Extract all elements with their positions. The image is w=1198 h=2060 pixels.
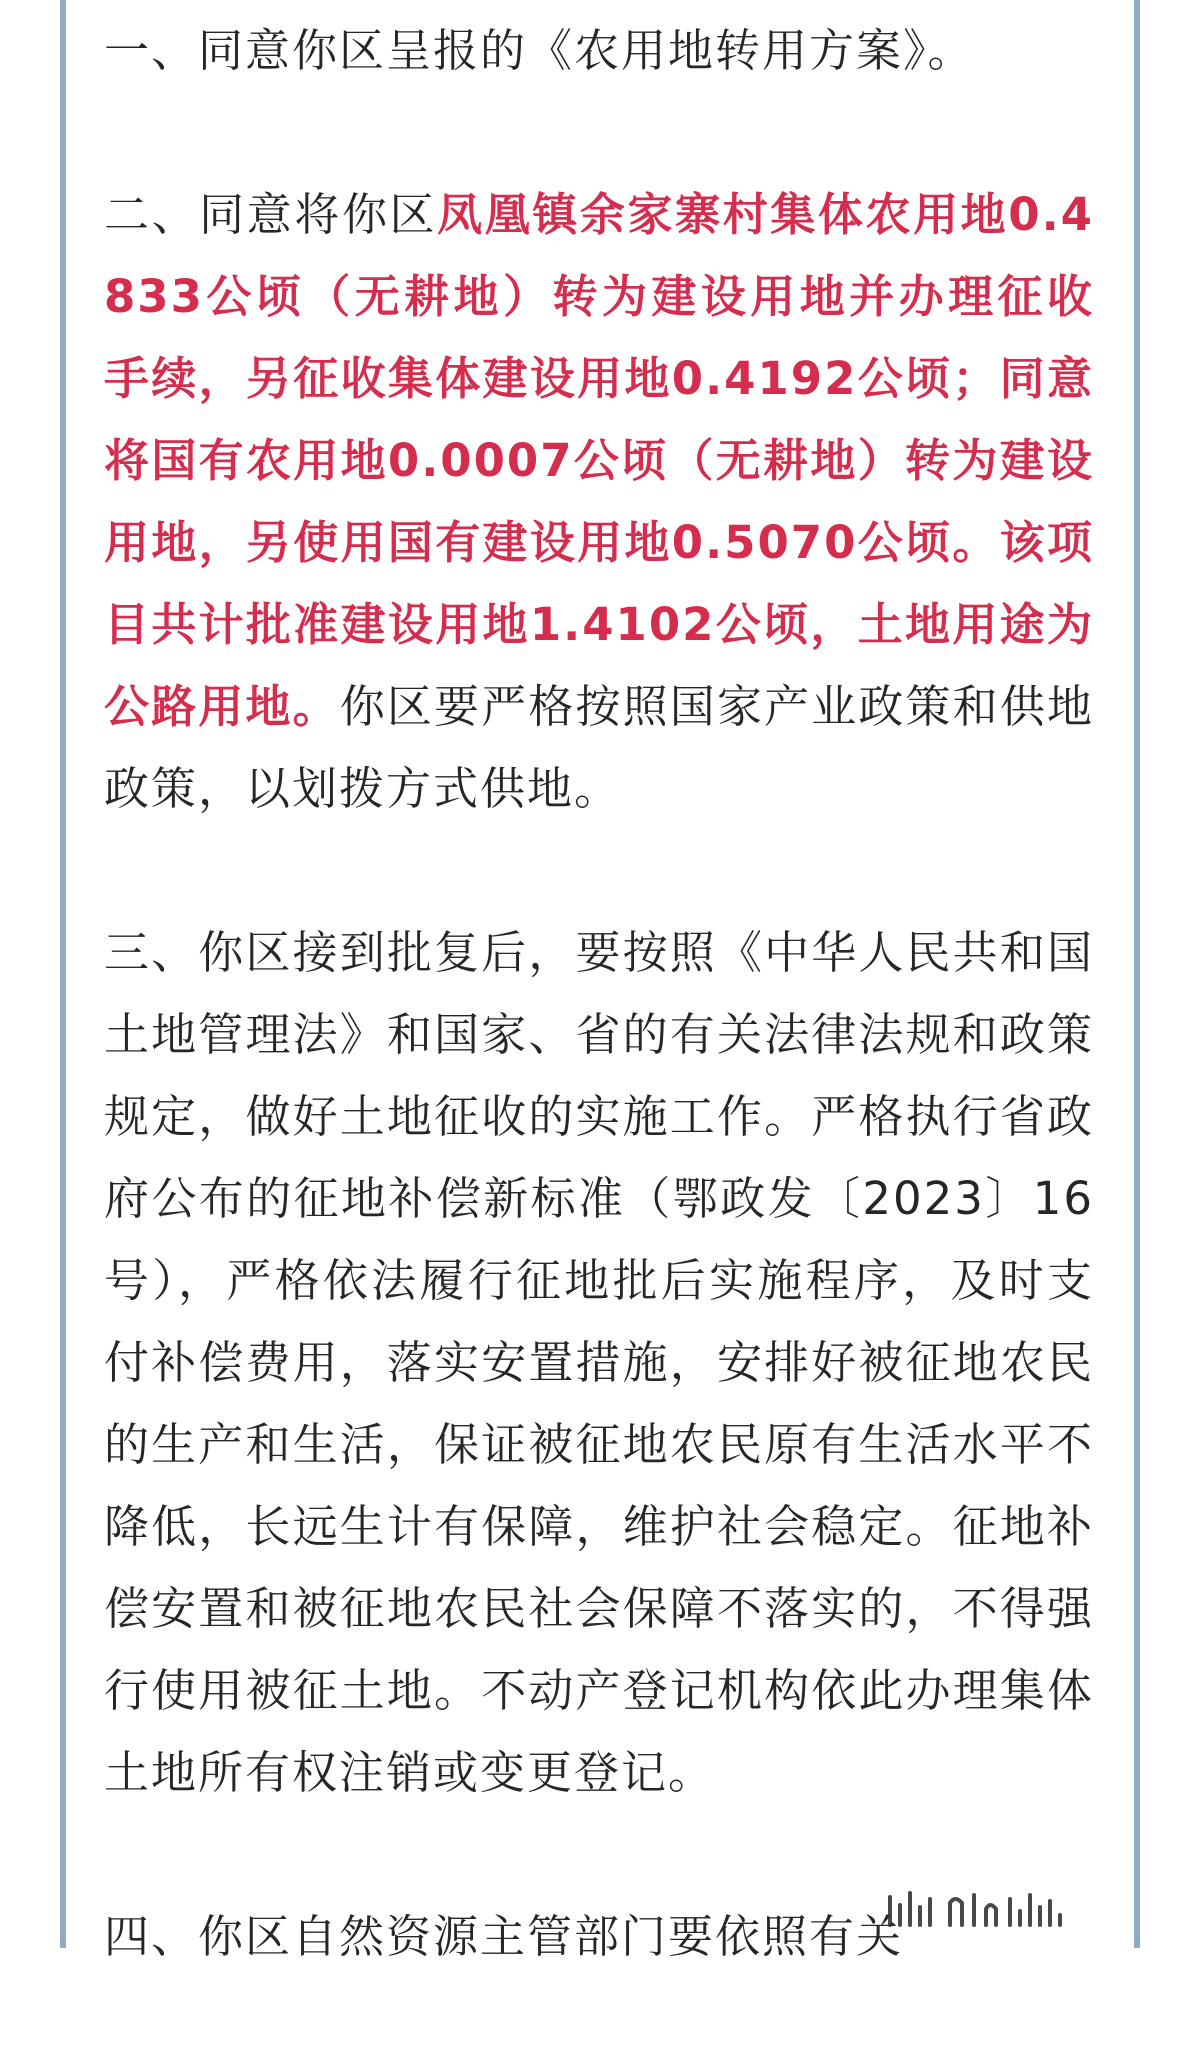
left-border [60,0,66,1948]
document-body [104,10,1094,2060]
paragraph-4-text: 四、你区自然资源主管部门要依照有关 [104,1910,904,1963]
watermark-logo-icon [880,1880,1090,1940]
paragraph-1-text: 一、同意你区呈报的《农用地转用方案》。 [104,24,975,77]
paragraph-2-lead: 二、同意将你区 [104,188,438,241]
paragraph-1 [104,10,1094,92]
paragraph-2-tail: 你区要严格按照国家产业政策和供地政策，以划拨方式供地。 [104,680,1094,815]
paragraph-2 [104,174,1094,830]
paragraph-2-highlight: 凤凰镇余家寨村集体农用地0.4833公顷（无耕地）转为建设用地并办理征收手续，另征收集体建设用地0.4192公顷；同意将国有农用地0.0007公顷（无耕地）转为建设用地，另使用国有建设用地0.5070公顷。该项目共计批准建设用地1.4102公顷，土地用途为公路用地。 [104,188,1094,733]
right-border [1134,0,1140,1948]
paragraph-3-text: 三、你区接到批复后，要按照《中华人民共和国土地管理法》和国家、省的有关法律法规和政策规定，做好土地征收的实施工作。严格执行省政府公布的征地补偿新标准（鄂政发〔2023〕16号），严格依法履行征地批后实施程序，及时支付补偿费用，落实安置措施，安排好被征地农民的生产和生活，保证被征地农民原有生活水平不降低，长远生计有保障，维护社会稳定。征地补偿安置和被征地农民社会保障不落实的，不得强行使用被征土地。不动产登记机构依此办理集体土地所有权注销或变更登记。 [104,926,1094,1799]
paragraph-3 [104,912,1094,1814]
